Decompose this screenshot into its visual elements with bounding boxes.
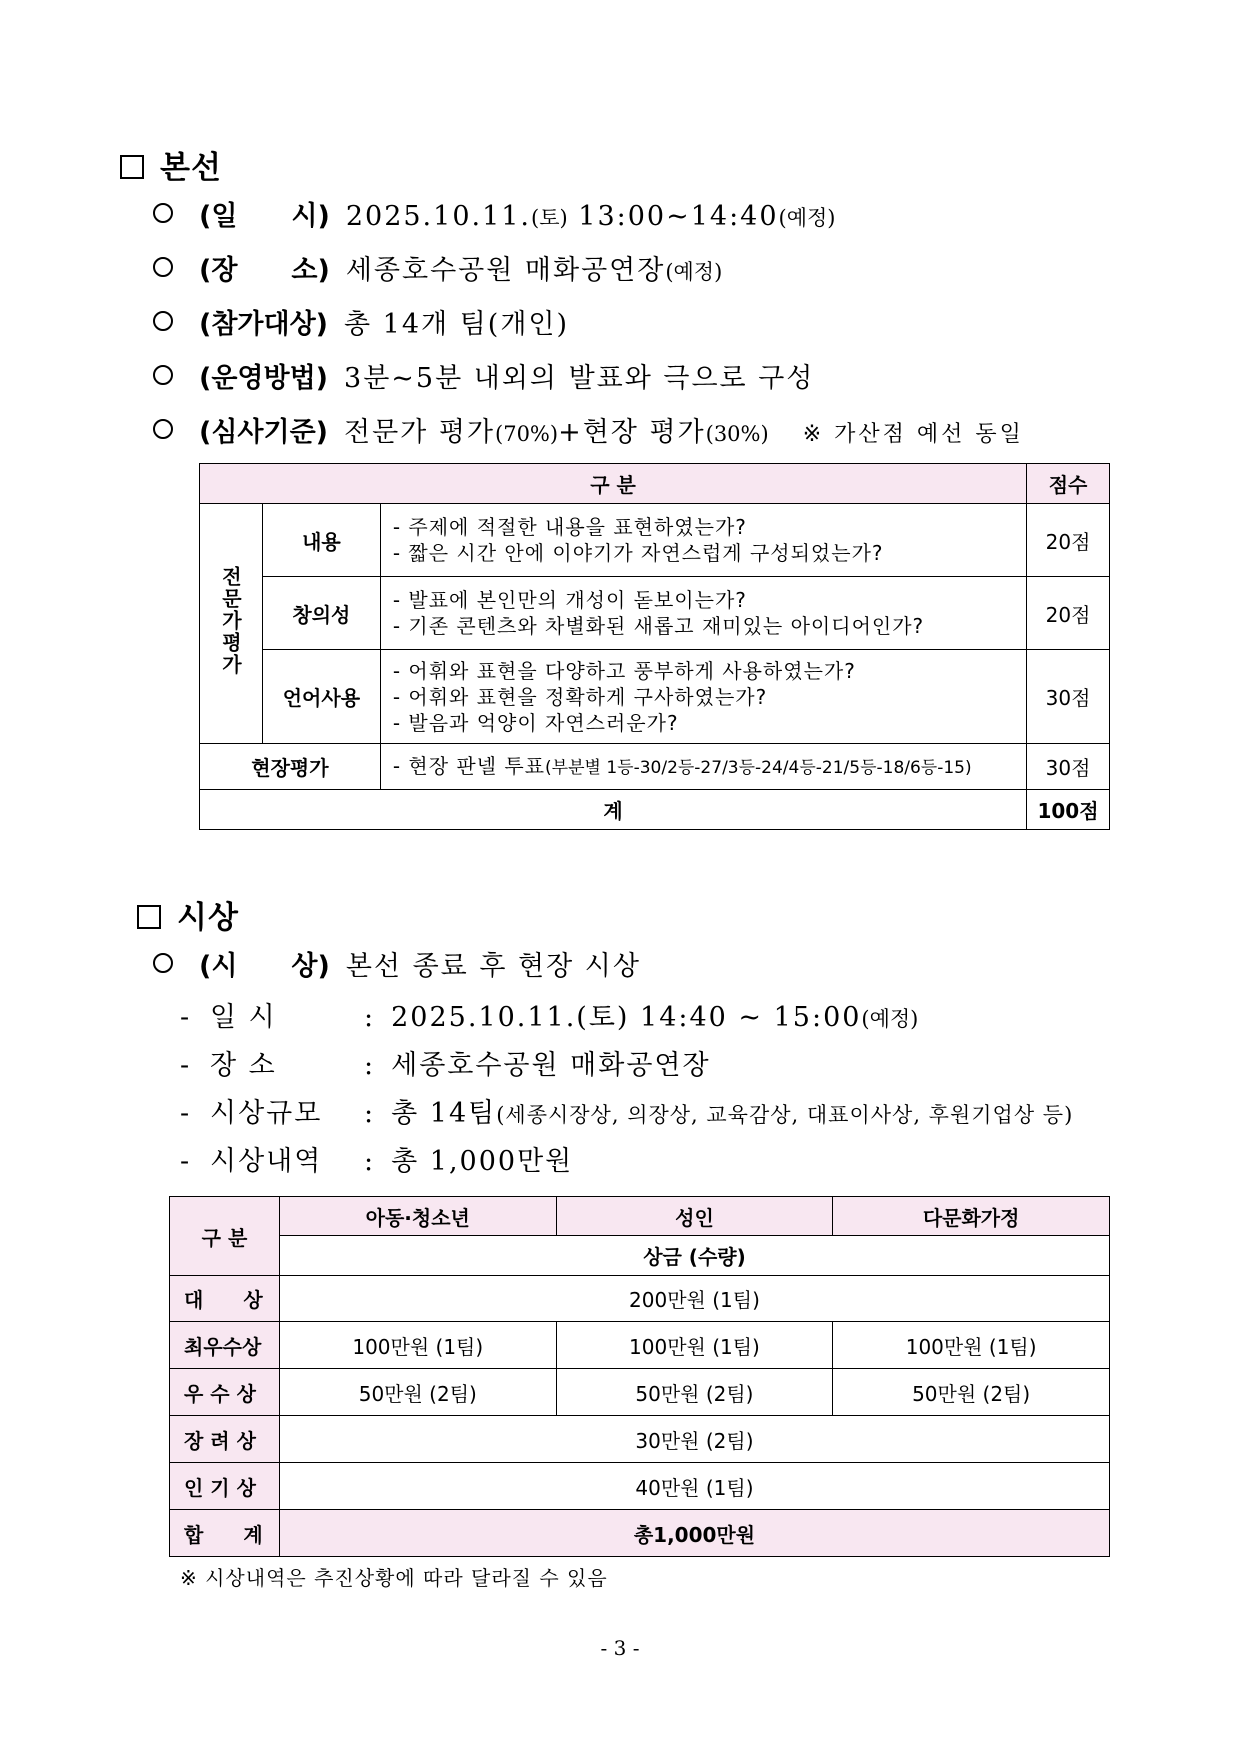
award-table	[169, 1196, 1110, 1557]
circle-bullet-icon	[153, 365, 173, 385]
table-row	[200, 650, 1110, 744]
award-value: 50만원 (2팀)	[279, 1369, 556, 1416]
final-item-date: (일 시) 2025.10.11. (토) 13:00~14:40 (예정)	[153, 194, 836, 233]
final-item-place: (장 소) 세종호수공원 매화공연장 (예정)	[153, 248, 722, 287]
circle-bullet-icon	[153, 419, 173, 439]
award-footnote: ※ 시상내역은 추진상황에 따라 달라질 수 있음	[180, 1566, 608, 1590]
table-row	[170, 1463, 1110, 1510]
award-name: 최우수상	[170, 1322, 280, 1369]
criterion-score: 20점	[1027, 504, 1110, 577]
onsite-name: 현장평가	[200, 744, 381, 790]
table-row-total	[170, 1510, 1110, 1557]
circle-bullet-icon	[153, 203, 173, 223]
award-sub-prize: - 시상내역 : 총 1,000만원	[180, 1146, 574, 1177]
total-score: 100점	[1027, 790, 1110, 830]
group-label-cell: 전문가평가	[200, 504, 263, 744]
table-row-total	[200, 790, 1110, 830]
award-value: 30만원 (2팀)	[279, 1416, 1109, 1463]
checkbox-square-icon	[120, 155, 144, 179]
onsite-detail: - 현장 판넬 투표(부분별 1등-30/2등-27/3등-24/4등-21/5등-18/6등-15)	[380, 744, 1026, 790]
final-item-method: (운영방법) 3분~5분 내외의 발표와 극으로 구성	[153, 356, 814, 395]
award-sub-scale: - 시상규모 : 총 14팀 (세종시장상, 의장상, 교육감상, 대표이사상, 후원기업상 등)	[180, 1098, 1074, 1129]
page-number: - 3 -	[600, 1636, 640, 1660]
table-row	[200, 504, 1110, 577]
award-name: 대 상	[170, 1276, 280, 1322]
section-heading-awards: 시상	[137, 892, 239, 937]
column-adult: 성인	[556, 1197, 833, 1236]
total-value: 총1,000만원	[279, 1510, 1109, 1557]
criterion-name: 창의성	[262, 577, 380, 650]
checkbox-square-icon	[137, 905, 161, 929]
table-row-onsite	[200, 744, 1110, 790]
criterion-score: 30점	[1027, 650, 1110, 744]
award-name: 인 기 상	[170, 1463, 280, 1510]
table-row	[200, 577, 1110, 650]
award-value: 50만원 (2팀)	[833, 1369, 1110, 1416]
criterion-name: 내용	[262, 504, 380, 577]
subheader-prize: 상금 (수량)	[279, 1236, 1109, 1276]
score-table-header	[200, 464, 1110, 504]
award-name: 장 려 상	[170, 1416, 280, 1463]
header-score: 점수	[1027, 464, 1110, 504]
onsite-score: 30점	[1027, 744, 1110, 790]
award-value: 100만원 (1팀)	[556, 1322, 833, 1369]
table-row	[170, 1322, 1110, 1369]
final-item-participants: (참가대상) 총 14개 팀(개인)	[153, 302, 569, 341]
award-sub-date: - 일 시 : 2025.10.11.(토) 14:40 ~ 15:00 (예정)	[180, 1002, 919, 1033]
section-heading-final: 본선	[120, 142, 222, 187]
circle-bullet-icon	[153, 953, 173, 973]
award-sub-place: - 장 소 : 세종호수공원 매화공연장	[180, 1050, 711, 1081]
award-table-subheader	[170, 1236, 1110, 1276]
column-youth: 아동·청소년	[279, 1197, 556, 1236]
award-value: 100만원 (1팀)	[833, 1322, 1110, 1369]
award-value: 100만원 (1팀)	[279, 1322, 556, 1369]
total-name: 계	[200, 790, 1027, 830]
table-row	[170, 1416, 1110, 1463]
award-table-header	[170, 1197, 1110, 1236]
table-row	[170, 1276, 1110, 1322]
criterion-detail: - 주제에 적절한 내용을 표현하였는가? - 짧은 시간 안에 이야기가 자연스럽게 구성되었는가?	[380, 504, 1026, 577]
total-name: 합 계	[170, 1510, 280, 1557]
header-category: 구 분	[200, 464, 1027, 504]
award-value: 40만원 (1팀)	[279, 1463, 1109, 1510]
circle-bullet-icon	[153, 257, 173, 277]
column-multicultural: 다문화가정	[833, 1197, 1110, 1236]
criterion-detail: - 어휘와 표현을 다양하고 풍부하게 사용하였는가? - 어휘와 표현을 정확하게 구사하였는가? - 발음과 억양이 자연스러운가?	[380, 650, 1026, 744]
criterion-score: 20점	[1027, 577, 1110, 650]
score-table	[199, 463, 1110, 830]
header-category: 구 분	[170, 1197, 280, 1276]
award-name: 우 수 상	[170, 1369, 280, 1416]
final-item-criteria: (심사기준) 전문가 평가 (70%) +현장 평가 (30%) ※ 가산점 예선 동일	[153, 410, 1024, 449]
award-value: 50만원 (2팀)	[556, 1369, 833, 1416]
criterion-name: 언어사용	[262, 650, 380, 744]
award-value: 200만원 (1팀)	[279, 1276, 1109, 1322]
award-item: (시 상) 본선 종료 후 현장 시상	[153, 944, 641, 983]
criterion-detail: - 발표에 본인만의 개성이 돋보이는가? - 기존 콘텐츠와 차별화된 새롭고 재미있는 아이디어인가?	[380, 577, 1026, 650]
circle-bullet-icon	[153, 311, 173, 331]
table-row	[170, 1369, 1110, 1416]
